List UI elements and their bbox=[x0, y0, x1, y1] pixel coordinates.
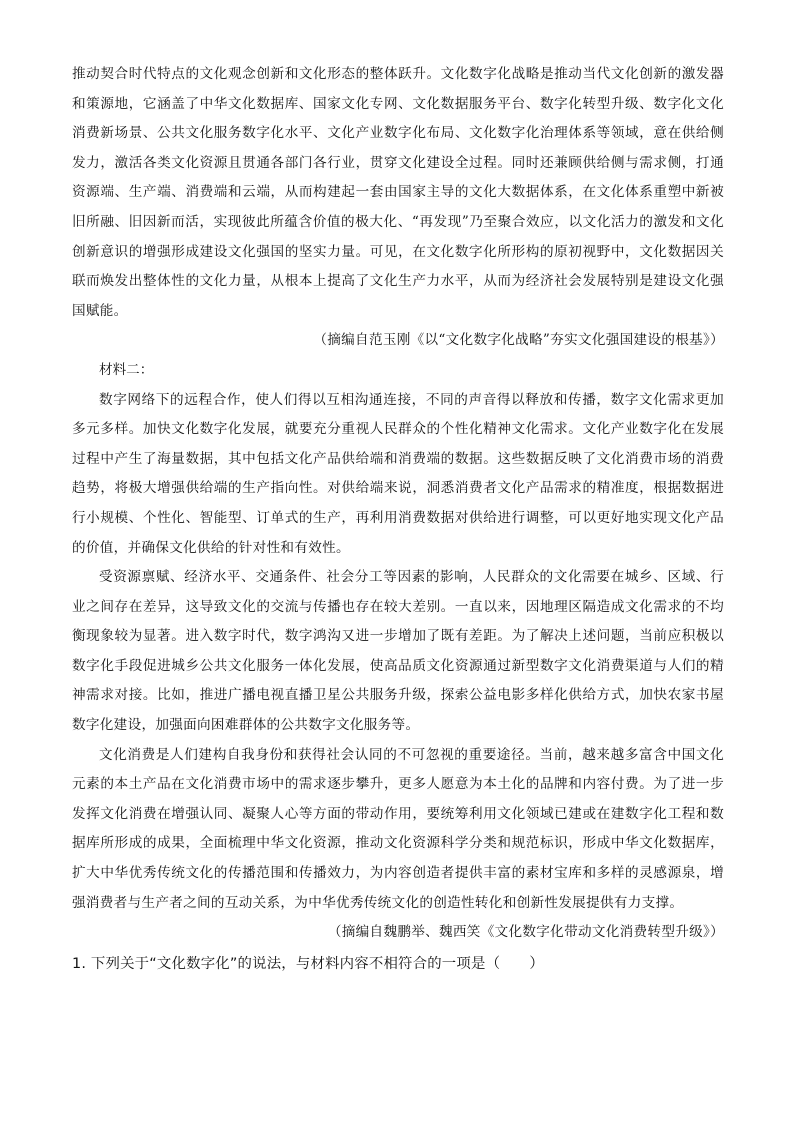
material-two-source: （摘编自魏鹏举、魏西笑《文化数字化带动文化消费转型升级》） bbox=[327, 924, 724, 941]
document-page bbox=[72, 60, 724, 979]
question-1: 1. 下列关于“文化数字化”的说法，与材料内容不相符合的一项是（ ） bbox=[72, 955, 544, 972]
material-one-source: （摘编自范玉刚《以“文化数字化战略”夯实文化强国建设的根基》） bbox=[313, 332, 724, 349]
material-two-paragraph-3: 文化消费是人们建构自我身份和获得社会认同的不可忽视的重要途径。当前，越来越多富含中国文化元素的本土产品在文化消费市场中的需求逐步攀升，更多人愿意为本土化的品牌和内容付费。为了进一步发挥文化消费在增强认同、凝聚人心等方面的带动作用，要统筹利用文化领域已建或在建数字化工程和数据库所形成的成果，全面梳理中华文化资源，推动文化资源科学分类和规范标识，形成中华文化数据库，扩大中华优秀传统文化的传播范围和传播效力，为内容创造者提供丰富的素材宝库和多样的灵感源泉，增强消费者与生产者之间的互动关系，为中华优秀传统文化的创造性转化和创新性发展提供有力支撑。 bbox=[72, 746, 724, 911]
material-two-paragraph-1: 数字网络下的远程合作，使人们得以互相沟通连接，不同的声音得以释放和传播，数字文化需求更加多元多样。加快文化数字化发展，就要充分重视人民群众的个性化精神文化需求。文化产业数字化在发展过程中产生了海量数据，其中包括文化产品供给端和消费端的数据。这些数据反映了文化消费市场的消费趋势，将极大增强供给端的生产指向性。对供给端来说，洞悉消费者文化产品需求的精准度，根据数据进行小规模、个性化、智能型、订单式的生产，再利用消费数据对供给进行调整，可以更好地实现文化产品的价值，并确保文化供给的针对性和有效性。 bbox=[72, 391, 724, 556]
material-one-paragraph: 推动契合时代特点的文化观念创新和文化形态的整体跃升。文化数字化战略是推动当代文化创新的激发器和策源地，它涵盖了中华文化数据库、国家文化专网、文化数据服务平台、数字化转型升级、数字化文化消费新场景、公共文化服务数字化水平、文化产业数字化布局、文化数字化治理体系等领域，意在供给侧发力，激活各类文化资源且贯通各部门各行业，贯穿文化建设全过程。同时还兼顾供给侧与需求侧，打通资源端、生产端、消费端和云端，从而构建起一套由国家主导的文化大数据体系，在文化体系重塑中新被旧所融、旧因新而活，实现彼此所蕴含价值的极大化、“再发现”乃至聚合效应，以文化活力的激发和文化创新意识的增强形成建设文化强国的坚实力量。可见，在文化数字化所形构的原初视野中，文化数据因关联而焕发出整体性的文化力量，从根本上提高了文化生产力水平，从而为经济社会发展特别是建设文化强国赋能。 bbox=[72, 66, 724, 319]
material-two-paragraph-2: 受资源禀赋、经济水平、交通条件、社会分工等因素的影响，人民群众的文化需要在城乡、区域、行业之间存在差异，这导致文化的交流与传播也存在较大差别。一直以来，因地理区隔造成文化需求的不均衡现象较为显著。进入数字时代，数字鸿沟又进一步增加了既有差距。为了解决上述问题，当前应积极以数字化手段促进城乡公共文化服务一体化发展，使高品质文化资源通过新型数字文化消费渠道与人们的精神需求对接。比如，推进广播电视直播卫星公共服务升级，探索公益电影多样化供给方式，加快农家书屋数字化建设，加强面向困难群体的公共数字文化服务等。 bbox=[72, 569, 724, 734]
material-two-label: 材料二： bbox=[99, 361, 154, 378]
